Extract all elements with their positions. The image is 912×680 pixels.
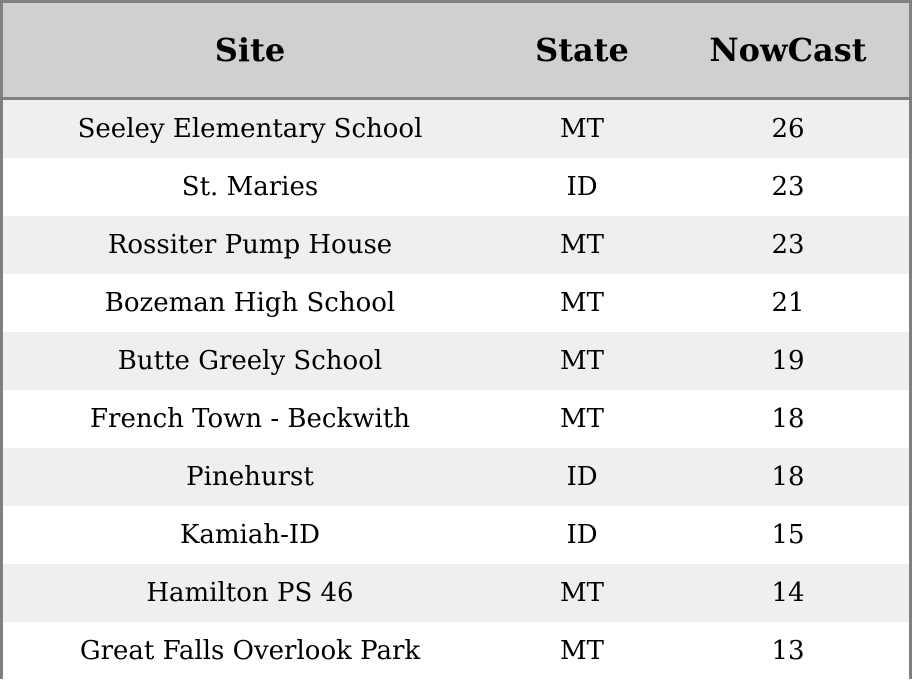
cell-site: Rossiter Pump House	[3, 216, 497, 274]
cell-nowcast: 18	[667, 390, 909, 448]
cell-nowcast: 26	[667, 99, 909, 159]
header-row	[3, 3, 909, 99]
cell-state: MT	[497, 622, 667, 680]
header-state: State	[497, 3, 667, 99]
cell-site: French Town - Beckwith	[3, 390, 497, 448]
cell-site: St. Maries	[3, 158, 497, 216]
cell-site: Kamiah-ID	[3, 506, 497, 564]
cell-state: MT	[497, 332, 667, 390]
table-row	[3, 448, 909, 506]
table-row	[3, 158, 909, 216]
cell-nowcast: 19	[667, 332, 909, 390]
cell-nowcast: 14	[667, 564, 909, 622]
header-nowcast: NowCast	[667, 3, 909, 99]
cell-state: MT	[497, 99, 667, 159]
table-body	[3, 99, 909, 680]
cell-state: ID	[497, 506, 667, 564]
cell-state: ID	[497, 158, 667, 216]
cell-state: MT	[497, 216, 667, 274]
cell-state: MT	[497, 274, 667, 332]
cell-state: MT	[497, 564, 667, 622]
table-row	[3, 99, 909, 159]
table-row	[3, 506, 909, 564]
table-row	[3, 332, 909, 390]
table-row	[3, 622, 909, 680]
cell-site: Butte Greely School	[3, 332, 497, 390]
cell-site: Seeley Elementary School	[3, 99, 497, 159]
cell-nowcast: 23	[667, 216, 909, 274]
table-row	[3, 390, 909, 448]
cell-nowcast: 23	[667, 158, 909, 216]
cell-state: MT	[497, 390, 667, 448]
cell-site: Bozeman High School	[3, 274, 497, 332]
cell-state: ID	[497, 448, 667, 506]
cell-site: Pinehurst	[3, 448, 497, 506]
cell-nowcast: 21	[667, 274, 909, 332]
header-site: Site	[3, 3, 497, 99]
table-row	[3, 274, 909, 332]
table-row	[3, 564, 909, 622]
cell-site: Great Falls Overlook Park	[3, 622, 497, 680]
nowcast-table	[3, 3, 909, 680]
cell-site: Hamilton PS 46	[3, 564, 497, 622]
table-header	[3, 3, 909, 99]
table-row	[3, 216, 909, 274]
cell-nowcast: 18	[667, 448, 909, 506]
cell-nowcast: 15	[667, 506, 909, 564]
cell-nowcast: 13	[667, 622, 909, 680]
